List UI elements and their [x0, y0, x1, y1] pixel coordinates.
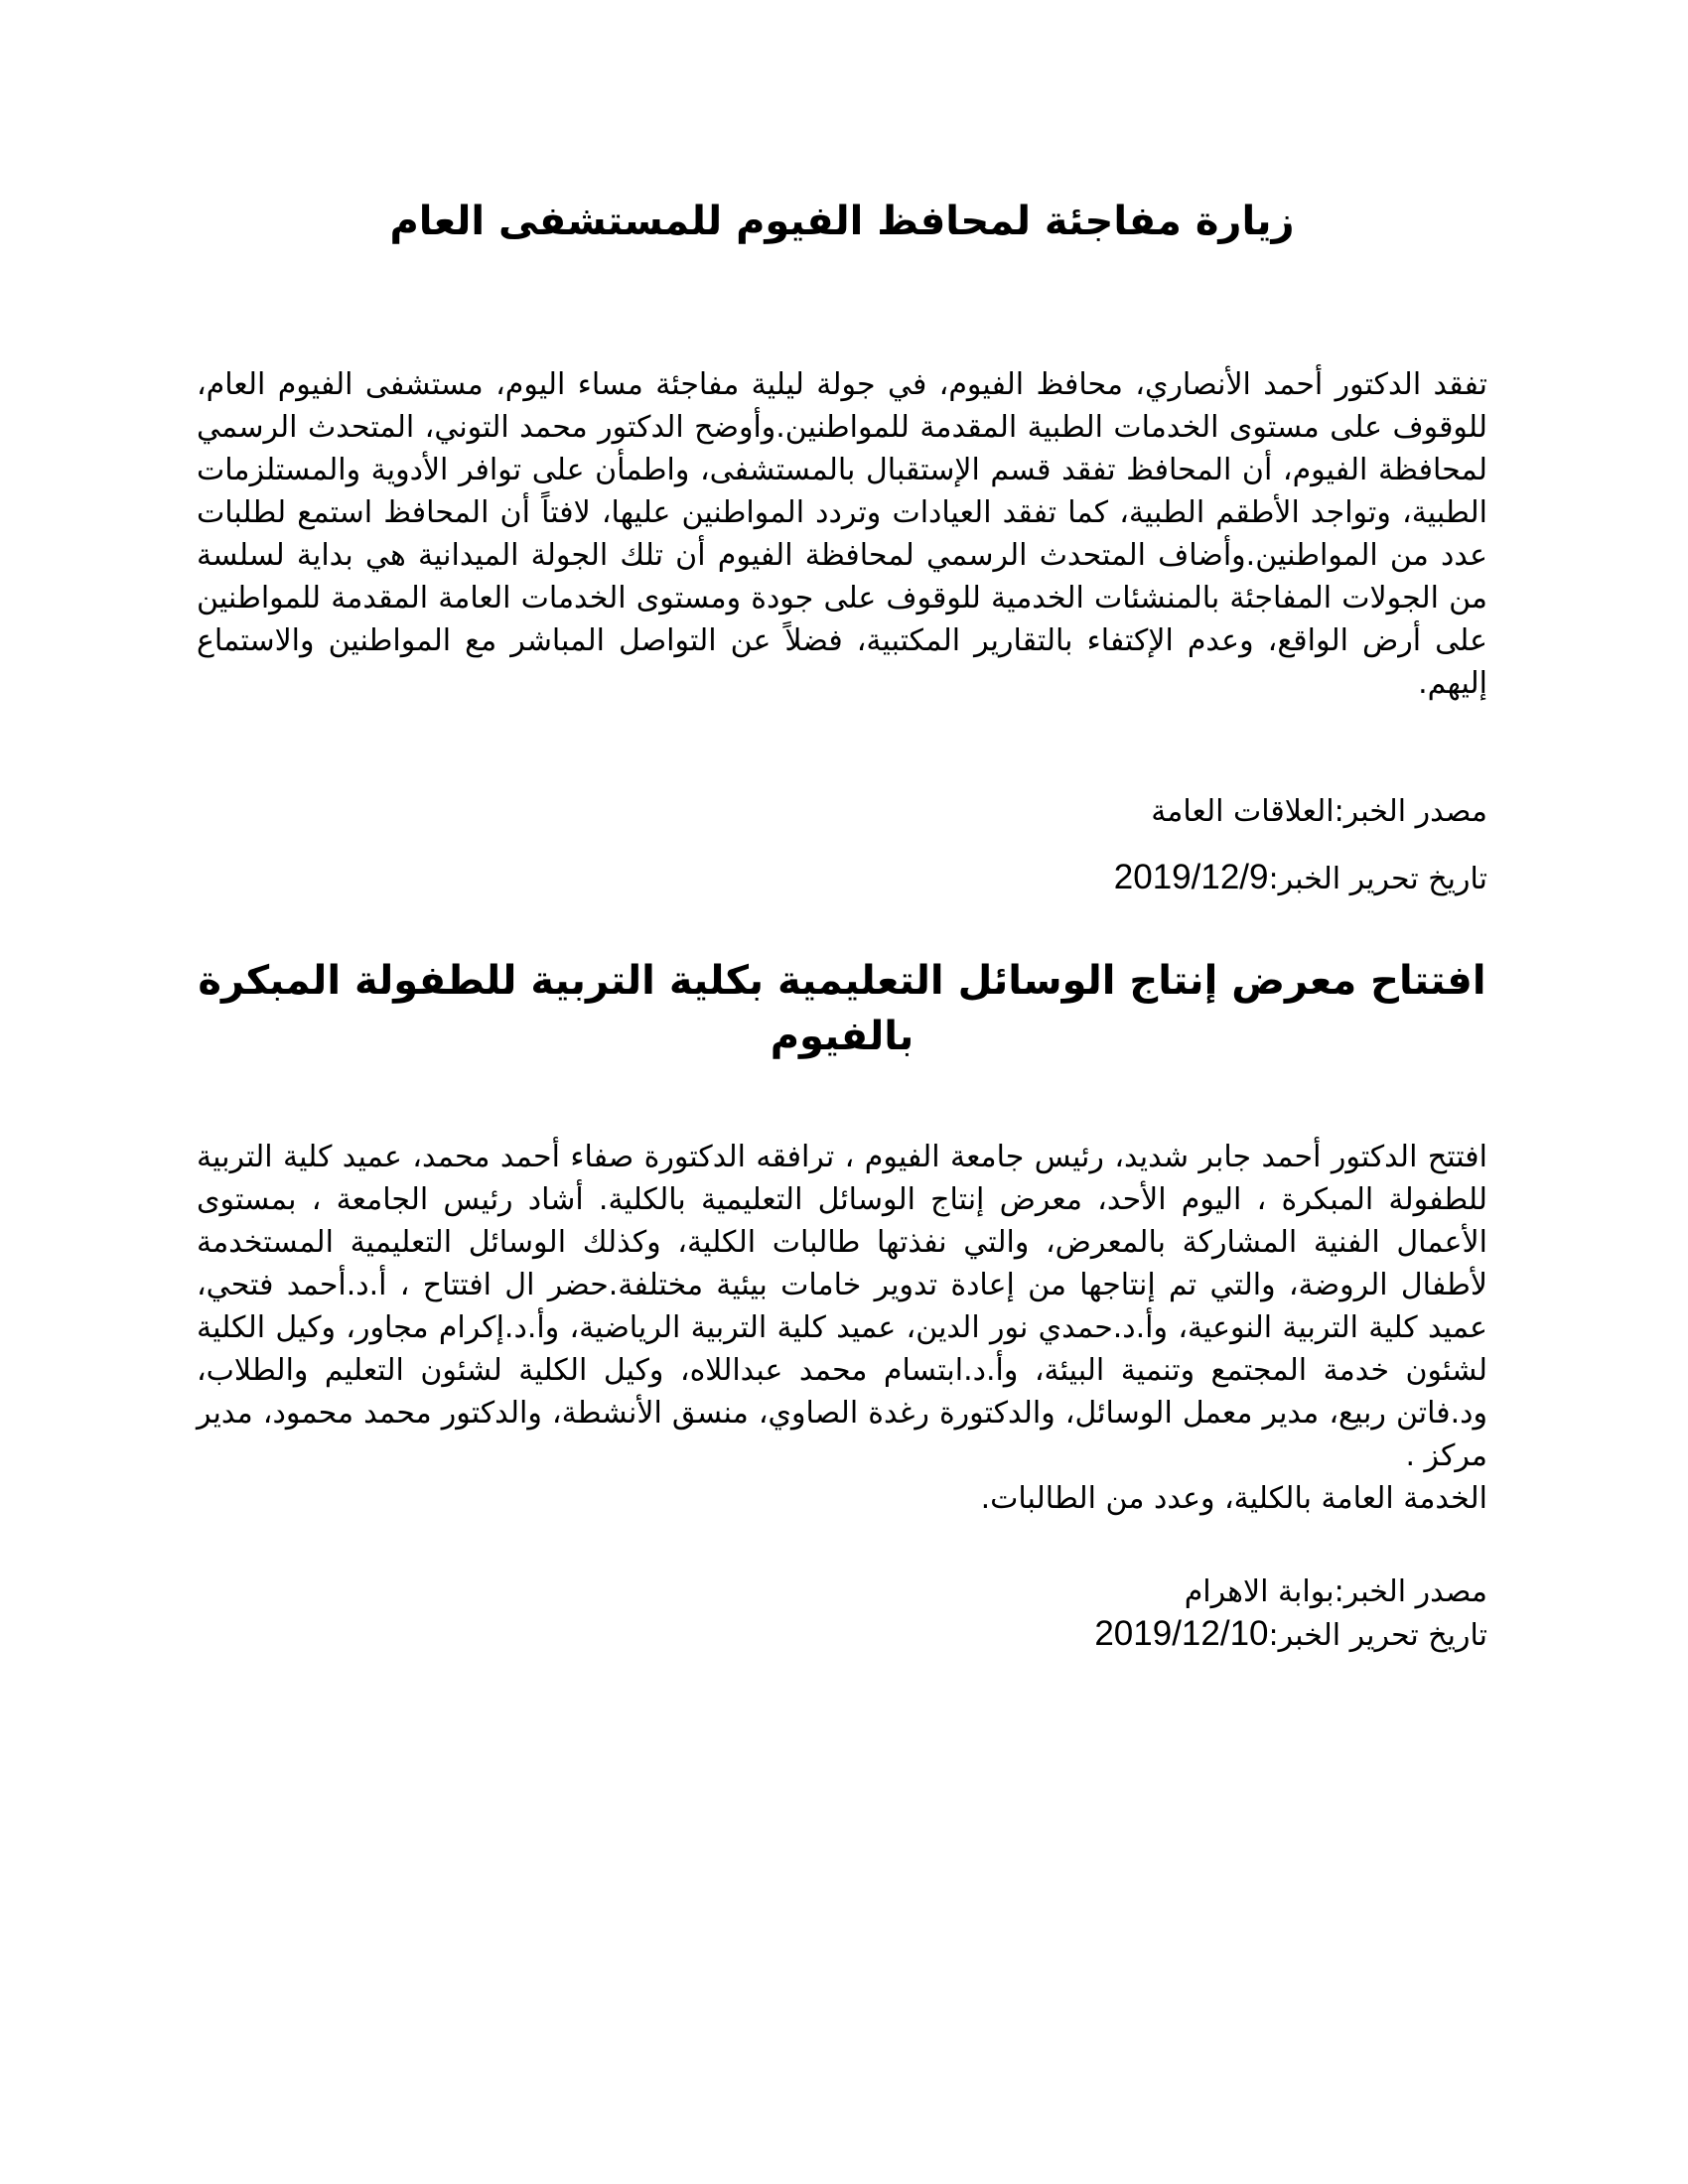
news-article-exhibition-opening: [197, 953, 1487, 1657]
news-article-hospital-visit: [197, 194, 1487, 912]
article-body-closing: الخدمة العامة بالكلية، وعدد من الطالبات.: [980, 1481, 1487, 1516]
article-meta: [197, 779, 1487, 912]
news-source-value: بوابة الاهرام: [1184, 1574, 1335, 1609]
article-body: تفقد الدكتور أحمد الأنصاري، محافظ الفيوم، في جولة ليلية مفاجئة مساء اليوم، مستشفى الفيوم العام، للوقوف على مستوى الخدمات الطبية المقدمة للمواطنين.وأوضح الدكتور محمد التوني، المتحدث الرسمي لمحافظة الفيوم، أن المحافظ تفقد قسم الإستقبال بالمستشفى، واطمأن على توافر الأدوية والمستلزمات الطبية، وتواجد الأطقم الطبية، كما تفقد العيادات وتردد المواطنين عليها، لافتاً أن المحافظ استمع لطلبات عدد من المواطنين.وأضاف المتحدث الرسمي لمحافظة الفيوم أن تلك الجولة الميدانية هي بداية لسلسة من الجولات المفاجئة بالمنشئات الخدمية للوقوف على جودة ومستوى الخدمات العامة المقدمة للمواطنين على أرض الواقع، وعدم الإكتفاء بالتقارير المكتبية، فضلاً عن التواصل المباشر مع المواطنين والاستماع إليهم.: [197, 367, 1487, 701]
news-source-line: [197, 779, 1487, 845]
article-title: زيارة مفاجئة لمحافظ الفيوم للمستشفى العام: [389, 199, 1295, 244]
news-source-label: مصدر الخبر:: [1334, 794, 1487, 829]
edit-date-value: 2019/12/9: [1113, 858, 1269, 896]
edit-date-line: [197, 1613, 1487, 1657]
news-source-label: مصدر الخبر:: [1334, 1574, 1487, 1609]
edit-date-label: تاريخ تحرير الخبر:: [1268, 1618, 1487, 1653]
edit-date-line: [197, 845, 1487, 912]
edit-date-label: تاريخ تحرير الخبر:: [1268, 862, 1487, 896]
article-body: افتتح الدكتور أحمد جابر شديد، رئيس جامعة الفيوم ، ترافقه الدكتورة صفاء أحمد محمد، عميد كلية التربية للطفولة المبكرة ، اليوم الأحد، معرض إنتاج الوسائل التعليمية بالكلية. أشاد رئيس الجامعة ، بمستوى الأعمال الفنية المشاركة بالمعرض، والتي نفذتها طالبات الكلية، وكذلك الوسائل التعليمية المستخدمة لأطفال الروضة، والتي تم إنتاجها من إعادة تدوير خامات بيئية مختلفة.حضر ال افتتاح ، أ.د.أحمد فتحي، عميد كلية التربية النوعية، وأ.د.حمدي نور الدين، عميد كلية التربية الرياضية، وأ.د.إكرام مجاور، وكيل الكلية لشئون خدمة المجتمع وتنمية البيئة، وأ.د.ابتسام محمد عبداللاه، وكيل الكلية لشئون التعليم والطلاب، ود.فاتن ربيع، مدير معمل الوسائل، والدكتورة رغدة الصاوي، منسق الأنشطة، والدكتور محمد محمود، مدير مركز .: [197, 1140, 1487, 1473]
edit-date-value: 2019/12/10: [1094, 1614, 1269, 1653]
news-source-value: العلاقات العامة: [1151, 794, 1335, 829]
news-source-line: [197, 1571, 1487, 1613]
article-title: افتتاح معرض إنتاج الوسائل التعليمية بكلية التربية للطفولة المبكرة بالفيوم: [198, 958, 1486, 1059]
article-meta: [197, 1571, 1487, 1657]
